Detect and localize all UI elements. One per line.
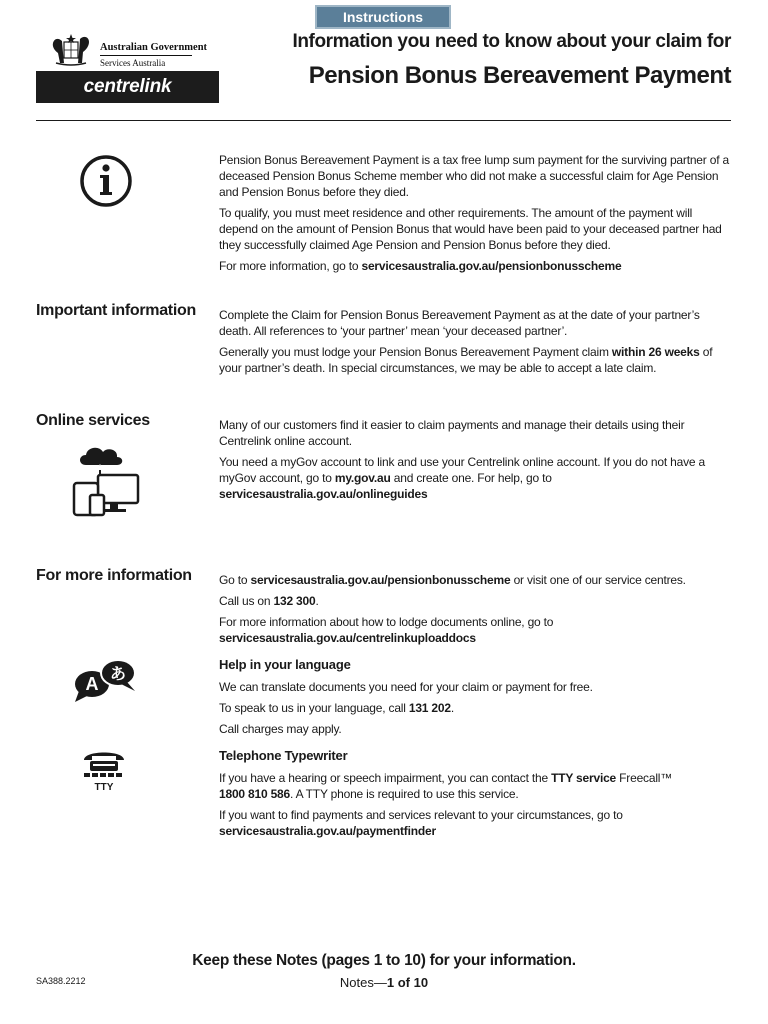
upload-docs-paragraph: For more information about how to lodge documents online, go to servicesaustralia.gov.au/centrelinkuploaddocs — [219, 615, 554, 645]
tty-phone-icon — [82, 748, 130, 794]
payment-finder-paragraph: If you want to find payments and services relevant to your circumstances, go to servicesaustralia.gov.au/paymentfinder — [219, 808, 623, 838]
form-code: SA388.2212 — [36, 976, 86, 986]
government-name: Australian Government — [100, 42, 208, 53]
intro-paragraph: Pension Bonus Bereavement Payment is a tax free lump sum payment for the surviving partner of a deceased Pension Bonus Scheme member who did not make a successful claim for Age Pension and Pension Bonus before they died. — [219, 153, 729, 199]
online-devices-icon — [72, 443, 140, 517]
call-paragraph: Call us on 132 300. — [219, 594, 319, 608]
intro-paragraph: To qualify, you must meet residence and other requirements. The amount of the payment will depend on the amount of Pension Bonus that would have been paid to your deceased partner had they successfully claimed Age Pension and Pension Bonus before they died. — [219, 206, 722, 252]
language-section — [219, 657, 734, 742]
lodgement-deadline-paragraph: Generally you must lodge your Pension Bonus Bereavement Payment claim within 26 weeks of your partner’s death. In special circumstances, we may be able to accept a late claim. — [219, 345, 713, 375]
instructions-tab: Instructions — [315, 5, 451, 29]
online-guides-link[interactable]: servicesaustralia.gov.au/onlineguides — [219, 487, 428, 501]
agency-name: Services Australia — [100, 58, 166, 68]
payment-finder-link[interactable]: servicesaustralia.gov.au/paymentfinder — [219, 824, 436, 838]
call-charges-note: Call charges may apply. — [219, 722, 342, 736]
page-title: Information you need to know about your claim for — [292, 31, 731, 52]
tty-icon-label: TTY — [94, 782, 114, 793]
language-phone-number[interactable]: 131 202 — [408, 701, 451, 715]
info-icon — [79, 155, 133, 207]
language-heading: Help in your language — [219, 657, 351, 672]
tty-paragraph: If you have a hearing or speech impairment, you can contact the TTY service Freecall™ 1800 810 586. A TTY phone is required to use this service. — [219, 771, 673, 801]
pension-bonus-scheme-link[interactable]: servicesaustralia.gov.au/pensionbonusscheme — [361, 259, 622, 273]
online-services-section — [219, 417, 734, 507]
important-paragraph: Complete the Claim for Pension Bonus Bereavement Payment as at the date of your partner’s death. All references to ‘your partner’ mean ‘your deceased partner’. — [219, 308, 700, 338]
keep-notes-notice: Keep these Notes (pages 1 to 10) for your information. — [192, 952, 576, 969]
online-paragraph: Many of our customers find it easier to claim payments and manage their details using their Centrelink online account. — [219, 418, 685, 448]
translation-letter-jp: あ — [109, 664, 127, 683]
translation-icon — [73, 657, 139, 703]
page-number: Notes—1 of 10 — [339, 975, 429, 990]
government-wordmark — [100, 41, 207, 70]
page-subtitle: Pension Bonus Bereavement Payment — [308, 62, 731, 89]
language-call-paragraph: To speak to us in your language, call 131 202. — [219, 701, 454, 715]
pension-bonus-scheme-link[interactable]: servicesaustralia.gov.au/pensionbonusscheme — [250, 573, 511, 587]
online-services-heading: Online services — [36, 412, 150, 429]
intro-more-info: For more information, go to servicesaustralia.gov.au/pensionbonusscheme — [219, 259, 622, 273]
translation-letter-a: A — [85, 674, 99, 694]
translate-paragraph: We can translate documents you need for your claim or payment for free. — [219, 680, 593, 694]
tty-phone-number[interactable]: 1800 810 586 — [219, 787, 291, 801]
phone-number[interactable]: 132 300 — [273, 594, 316, 608]
important-information-section — [219, 307, 734, 381]
more-information-heading: For more information — [36, 567, 192, 584]
mygov-paragraph: You need a myGov account to link and use your Centrelink online account. If you do not have a myGov account, go to my.gov.au and create one. For help, go to servicesaustralia.gov.au/onlineguides — [219, 455, 705, 501]
tty-section — [219, 748, 734, 844]
coat-of-arms-icon — [48, 33, 94, 67]
header-divider — [36, 120, 731, 121]
upload-docs-link[interactable]: servicesaustralia.gov.au/centrelinkuploaddocs — [219, 631, 476, 645]
mygov-link[interactable]: my.gov.au — [334, 471, 391, 485]
tty-heading: Telephone Typewriter — [219, 748, 348, 763]
visit-paragraph: Go to servicesaustralia.gov.au/pensionbonusscheme or visit one of our service centres. — [219, 573, 686, 587]
intro-section — [219, 152, 734, 279]
important-information-heading: Important information — [36, 302, 196, 319]
centrelink-logo: centrelink — [36, 71, 219, 103]
more-information-section — [219, 572, 734, 651]
